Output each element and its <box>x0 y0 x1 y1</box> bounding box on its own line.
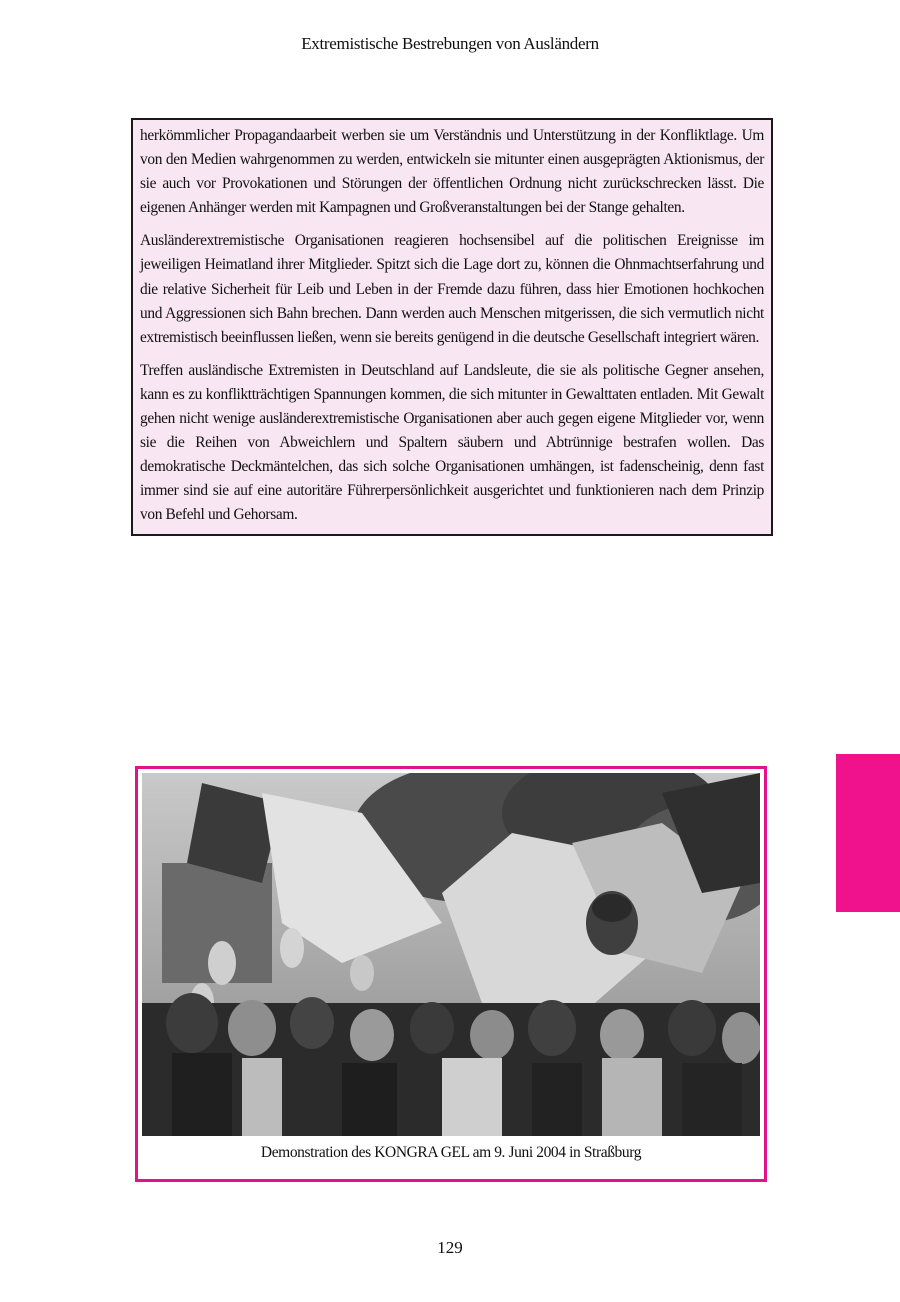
photo-caption: Demonstration des KONGRA GEL am 9. Juni 2004 in Straßburg <box>260 1144 642 1161</box>
paragraph-3: Treffen ausländische Extremisten in Deutschland auf Landsleute, die sie als politische Gegner ansehen, kann es zu konfliktträchtigen Spannungen kommen, die sich mitunter in Gewalttaten entladen. Mit Gewalt gehen nicht wenige ausländerextremistische Organisationen aber auch gegen eigene Mitglieder vor, wenn sie die Reihen von Abweichlern und Spaltern säubern und Abtrünnige bestrafen wollen. Das demokratische Deckmäntelchen, das sich solche Organisationen umhängen, ist fadenscheinig, denn fast immer sind sie auf eine autoritäre Führerpersönlichkeit ausgerichtet und funktionieren nach dem Prinzip von Befehl und Gehorsam. <box>140 361 764 524</box>
text-box <box>131 118 773 536</box>
paragraph-2: Ausländerextremistische Organisationen reagieren hochsensibel auf die politischen Ereignisse im jeweiligen Heimatland ihrer Mitglieder. Spitzt sich die Lage dort zu, können die Ohnmachtserfahrung und die relative Sicherheit für Leib und Leben in der Fremde dazu führen, dass hier Emotionen hochkochen und Aggressionen sich Bahn brechen. Dann werden auch Menschen mitgerissen, die sich vermutlich nicht extremistisch beeinflussen ließen, wenn sie bereits genügend in die deutsche Gesellschaft integriert wären. <box>140 232 764 346</box>
photo-figure <box>135 766 767 1182</box>
demonstration-photo <box>142 773 760 1136</box>
paragraph-1: herkömmlicher Propagandaarbeit werben sie um Verständnis und Unterstützung in der Konfliktlage. Um von den Medien wahrgenommen zu werden, entwickeln sie mitunter einen ausgeprägten Aktionismus, der sie auch vor Provokationen und Störungen der öffentlichen Ordnung nicht zurückschrecken lässt. Die eigenen Anhänger werden mit Kampagnen und Großveranstaltungen bei der Stange gehalten. <box>140 127 764 217</box>
running-header: Extremistische Bestrebungen von Ausländern <box>301 34 599 53</box>
page-number: 129 <box>437 1238 463 1257</box>
side-tab-marker <box>836 754 900 912</box>
